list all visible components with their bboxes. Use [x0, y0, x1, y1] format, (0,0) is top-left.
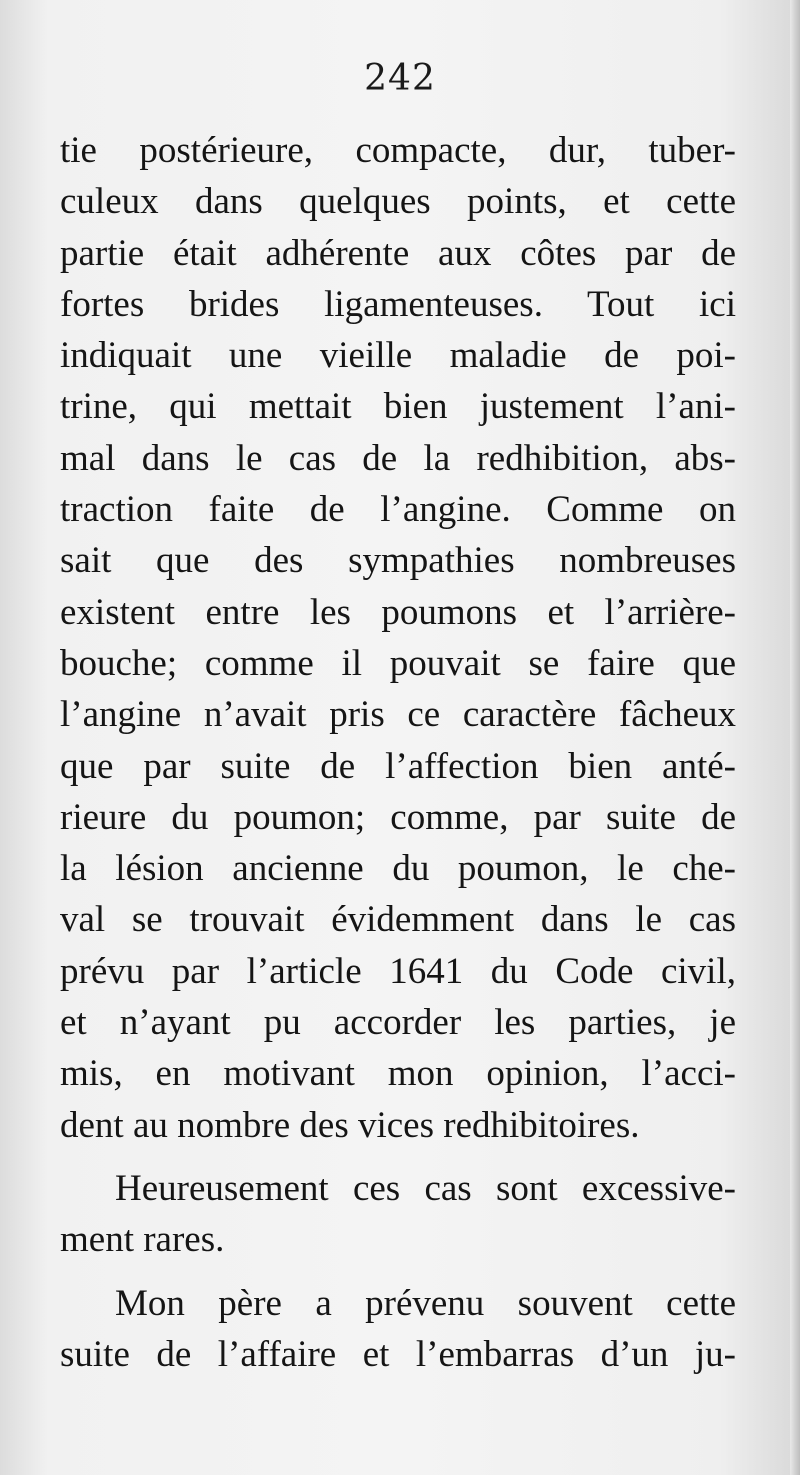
text-line: rieure du poumon; comme, par suite de: [60, 796, 736, 838]
paragraph-3-line: suite de l’affaire et l’embarras d’un ju-: [60, 1333, 736, 1375]
text-line: fortes brides ligamenteuses. Tout ici: [60, 283, 736, 325]
text-line: mis, en motivant mon opinion, l’acci-: [60, 1053, 736, 1095]
text-line: existent entre les poumons et l’arrière-: [60, 591, 736, 633]
paragraph-gap: [60, 1151, 736, 1163]
text-line: culeux dans quelques points, et cette: [60, 181, 736, 223]
body-text: [60, 125, 736, 1380]
text-line: prévu par l’article 1641 du Code civil,: [60, 950, 736, 992]
text-line: val se trouvait évidemment dans le cas: [60, 899, 736, 941]
text-line: partie était adhérente aux côtes par de: [60, 232, 736, 274]
paragraph-2-line: Heureusement ces cas sont excessive-: [115, 1167, 736, 1209]
paragraph-gap: [60, 1266, 736, 1278]
paragraph-2-line: ment rares.: [60, 1219, 225, 1261]
text-line: trine, qui mettait bien justement l’ani-: [60, 386, 736, 428]
text-line: traction faite de l’angine. Comme on: [60, 489, 736, 531]
text-line: et n’ayant pu accorder les parties, je: [60, 1002, 736, 1044]
text-line: que par suite de l’affection bien anté-: [60, 745, 736, 787]
text-line: mal dans le cas de la redhibition, abs-: [60, 437, 736, 479]
paragraph-3-line: Mon père a prévenu souvent cette: [115, 1282, 736, 1324]
text-line: tie postérieure, compacte, dur, tuber-: [60, 130, 736, 171]
page-number: 242: [364, 58, 436, 99]
text-line: indiquait une vieille maladie de poi-: [60, 335, 736, 377]
page-edge-shadow: [790, 0, 800, 1475]
text-line: l’angine n’avait pris ce caractère fâcheux: [60, 694, 736, 736]
text-line: dent au nombre des vices redhibitoires.: [60, 1104, 640, 1146]
text-line: sait que des sympathies nombreuses: [60, 540, 736, 582]
text-line: la lésion ancienne du poumon, le che-: [60, 848, 736, 890]
text-line: bouche; comme il pouvait se faire que: [60, 642, 736, 684]
